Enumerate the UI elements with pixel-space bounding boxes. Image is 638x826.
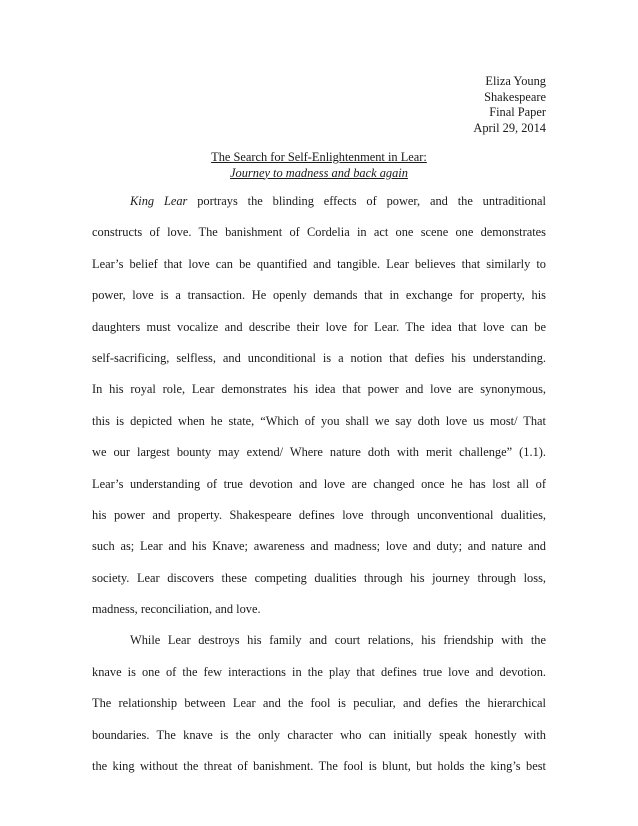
paragraph-line: boundaries. The knave is the only character who can initially speak honestly with bbox=[92, 727, 546, 742]
author-header bbox=[473, 74, 546, 136]
paragraph-line: Lear’s understanding of true devotion and love are changed once he has lost all of bbox=[92, 476, 546, 491]
paragraph-line: constructs of love. The banishment of Cordelia in act one scene one demonstrates bbox=[92, 225, 546, 240]
author-name: Eliza Young bbox=[485, 74, 546, 88]
paragraph-line: such as; Lear and his Knave; awareness and madness; love and duty; and nature and bbox=[92, 539, 546, 554]
line-text: portrays the blinding effects of power, and the untraditional bbox=[187, 194, 546, 208]
paper-title: The Search for Self-Enlightenment in Lear: bbox=[211, 150, 427, 164]
paper-date: April 29, 2014 bbox=[473, 120, 546, 135]
assignment-name: Final Paper bbox=[489, 105, 546, 120]
paragraph-line: self-sacrificing, selfless, and unconditional is a notion that defies his understanding. bbox=[92, 350, 546, 365]
paragraph-line: his power and property. Shakespeare defines love through unconventional dualities, bbox=[92, 507, 546, 522]
paper-title-block bbox=[92, 150, 546, 181]
paper-body bbox=[92, 186, 546, 782]
paragraph-line: Lear’s belief that love can be quantified and tangible. Lear believes that similarly to bbox=[92, 256, 546, 271]
work-title: King Lear bbox=[130, 194, 188, 208]
paragraph-line: society. Lear discovers these competing dualities through his journey through loss, bbox=[92, 570, 546, 585]
paragraph-line bbox=[92, 186, 546, 217]
paragraph-line: power, love is a transaction. He openly demands that in exchange for property, his bbox=[92, 288, 546, 303]
paragraph-1 bbox=[92, 186, 546, 625]
paragraph-line: The relationship between Lear and the fool is peculiar, and defies the hierarchical bbox=[92, 696, 546, 711]
paragraph-line: madness, reconciliation, and love. bbox=[92, 602, 261, 617]
course-name: Shakespeare bbox=[484, 89, 546, 104]
paragraph-line: knave is one of the few interactions in the play that defines true love and devotion. bbox=[92, 664, 546, 679]
paragraph-line: the king without the threat of banishment. The fool is blunt, but holds the king’s best bbox=[92, 759, 546, 774]
paragraph-2 bbox=[92, 625, 546, 782]
paper-subtitle: Journey to madness and back again bbox=[230, 165, 408, 180]
paragraph-line: In his royal role, Lear demonstrates his idea that power and love are synonymous, bbox=[92, 382, 546, 397]
paragraph-line: we our largest bounty may extend/ Where nature doth with merit challenge” (1.1). bbox=[92, 445, 546, 460]
paragraph-line: this is depicted when he state, “Which of you shall we say doth love us most/ That bbox=[92, 413, 546, 428]
paragraph-line: daughters must vocalize and describe their love for Lear. The idea that love can be bbox=[92, 319, 546, 334]
paragraph-line: While Lear destroys his family and court relations, his friendship with the bbox=[130, 633, 546, 648]
